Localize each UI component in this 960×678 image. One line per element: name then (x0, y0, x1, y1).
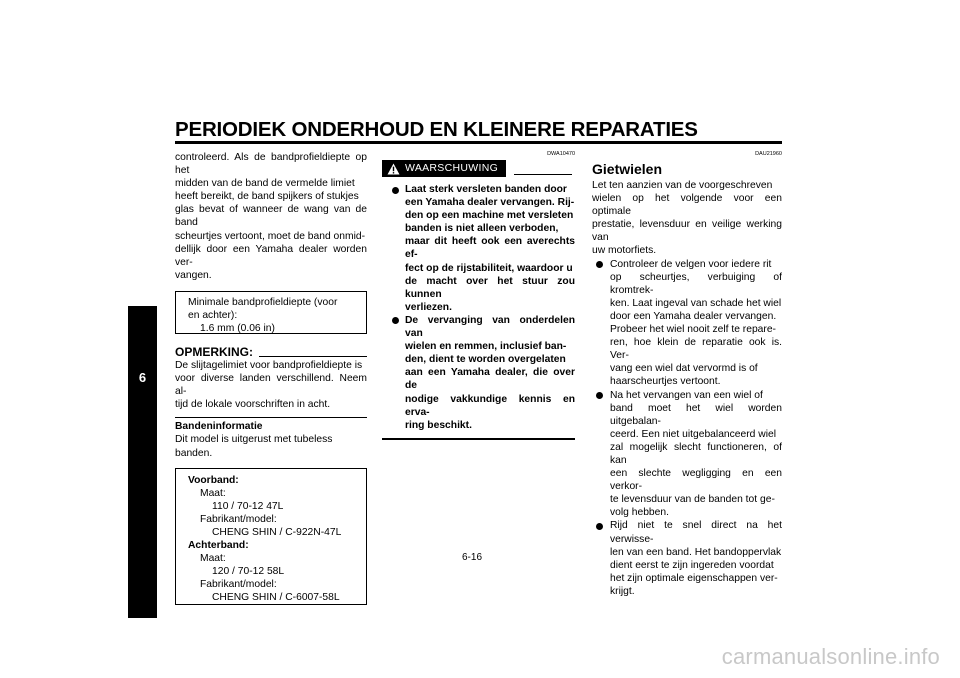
text-line: aan een Yamaha dealer, die over de (405, 367, 575, 392)
chapter-tab: 6 (128, 306, 157, 618)
rear-maker-value: CHENG SHIN / C-6007-58L (212, 592, 340, 604)
text-line: uw motorfiets. (592, 245, 657, 257)
text-line: volg hebben. (610, 507, 669, 519)
text-line: den, dient te worden overgelaten (405, 354, 566, 366)
rear-maker-label: Fabrikant/model: (200, 579, 277, 591)
text-line: glas bevat of wanneer de wang van de band (175, 204, 367, 229)
tire-spec-box (175, 468, 367, 605)
warning-heading (382, 160, 575, 177)
text-line: de macht over het stuur zou kunnen (405, 275, 575, 300)
text-line: vangen. (175, 269, 212, 281)
text-line: vang een wiel dat vervormd is of (610, 363, 758, 375)
rear-size-label: Maat: (200, 553, 226, 565)
text-line: ring beschikt. (405, 419, 472, 431)
text-line: wielen op het volgende voor een optimale (592, 193, 782, 218)
text-line: maar dit heeft ook een averechts ef- (405, 236, 575, 261)
text-line: een slechte wegligging en een verkor- (610, 468, 782, 493)
list-item (592, 519, 782, 598)
section-intro (592, 179, 782, 258)
bullet-icon (596, 261, 603, 268)
tire-info-text: Dit model is uitgerust met tubeless banden. (175, 434, 333, 459)
warning-heading-line (514, 174, 572, 175)
text-line: te levensduur van de banden tot ge- (610, 494, 775, 506)
text-line: verliezen. (405, 301, 452, 313)
text-line: banden is niet alleen verboden, (405, 223, 559, 235)
text-line: controleerd. Als de bandprofieldiepte op het (175, 152, 367, 177)
text-line: voor diverse landen verschillend. Neem al- (175, 373, 367, 398)
text-line: heeft bereikt, de band spijkers of stukjes (175, 191, 359, 203)
column-middle (382, 151, 575, 440)
text-line: dient eerst te zijn ingereden voordat (610, 559, 774, 571)
text-line: het zijn optimale eigenschappen ver- (610, 572, 778, 584)
text-line: Let ten aanzien van de voorgeschreven (592, 180, 773, 191)
text-line: haarscheurtjes vertoont. (610, 376, 721, 388)
note-heading (175, 346, 367, 359)
tread-depth-spec-box (175, 291, 367, 334)
note-text (175, 359, 367, 411)
text-line: ken. Laat ingeval van schade het wiel (610, 297, 782, 309)
watermark: carmanualsonline.info (721, 644, 940, 669)
column-right (592, 151, 782, 598)
note-heading-line (259, 356, 367, 357)
text-line: zal mogelijk slecht functioneren, of kan (610, 441, 782, 466)
text-line: den op een machine met versleten (405, 210, 574, 222)
warning-code: DWA10470 (547, 151, 575, 157)
text-line: nodige vakkundige kennis en erva- (405, 393, 575, 418)
front-maker-label: Fabrikant/model: (200, 513, 277, 525)
text-line: prestatie, levensduur en veilige werking van (592, 219, 782, 244)
text-line: De slijtagelimiet voor bandprofieldiepte is (175, 359, 363, 371)
section-code: DAU21960 (755, 151, 782, 157)
front-size-value: 110 / 70-12 47L (212, 500, 284, 512)
note-label: OPMERKING: (175, 344, 253, 359)
text-line: Probeer het wiel nooit zelf te repare- (610, 324, 776, 336)
text-line: dellijk door een Yamaha dealer worden ver- (175, 243, 367, 268)
rear-tire-label: Achterband: (188, 540, 249, 552)
column-left (175, 151, 367, 605)
page-title: PERIODIEK ONDERHOUD EN KLEINERE REPARATIES (175, 118, 698, 141)
warning-badge (382, 160, 506, 177)
warning-label: WAARSCHUWING (405, 161, 499, 174)
text-line: De vervanging van onderdelen van (405, 314, 575, 340)
text-line: len van een band. Het bandoppervlak (610, 546, 782, 558)
text-line: fect op de rijstabiliteit, waardoor u (405, 262, 573, 274)
text-line: Controleer de velgen voor iedere rit (610, 258, 772, 270)
front-maker-value: CHENG SHIN / C-922N-47L (212, 526, 342, 538)
text-line: Rijd niet te snel direct na het verwisse- (610, 520, 782, 545)
text-line: ceerd. Een niet uitgebalanceerd wiel (610, 428, 777, 440)
spec-value: 1.6 mm (0.06 in) (200, 323, 275, 335)
bullet-icon (596, 392, 603, 399)
intro-paragraph (175, 151, 367, 282)
front-size-label: Maat: (200, 487, 226, 499)
front-tire-label: Voorband: (188, 474, 239, 486)
warning-triangle-icon (387, 163, 400, 175)
page-number: 6-16 (462, 552, 483, 563)
text-line: midden van de band de vermelde limiet (175, 178, 355, 190)
bullet-icon (392, 187, 399, 194)
text-line: ren, hoe klein de reparatie ook is. Ver- (610, 337, 782, 362)
spec-line: en achter): (188, 310, 238, 322)
text-line: krijgt. (610, 585, 635, 597)
text-line: een Yamaha dealer vervangen. Rij- (405, 197, 575, 209)
text-line: band moet het wiel worden uitgebalan- (610, 402, 782, 427)
warning-list (382, 183, 575, 432)
text-line: door een Yamaha dealer vervangen. (610, 310, 777, 322)
text-line: Na het vervangen van een wiel of (610, 389, 763, 401)
title-rule (175, 141, 782, 144)
rear-size-value: 120 / 70-12 58L (212, 566, 285, 578)
tire-info-heading: Bandeninformatie (175, 421, 263, 433)
text-line: scheurtjes vertoont, moet de band onmid- (175, 230, 366, 242)
note-end-rule (175, 417, 367, 418)
text-line: op scheurtjes, verbuiging of kromtrek- (610, 271, 782, 296)
warning-item (382, 183, 575, 314)
section-title: Gietwielen (592, 161, 663, 177)
bullet-icon (392, 317, 399, 324)
bullet-icon (596, 523, 603, 530)
list-item (592, 389, 782, 520)
text-line: Laat sterk versleten banden door (405, 184, 567, 195)
warning-item (382, 314, 575, 432)
spec-line: Minimale bandprofieldiepte (voor (188, 296, 338, 308)
text-line: tijd de lokale voorschriften in acht. (175, 399, 331, 411)
list-item (592, 258, 782, 389)
warning-end-rule (382, 438, 575, 440)
text-line: wielen en remmen, inclusief ban- (405, 341, 567, 353)
